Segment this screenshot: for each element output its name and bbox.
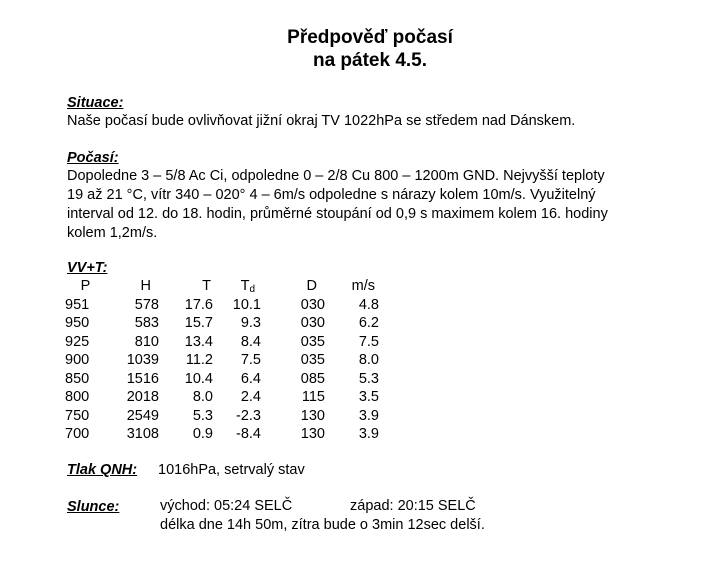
vvt-cell-d: 115	[301, 389, 325, 405]
vvt-col-td	[213, 277, 261, 296]
vvt-cell-d: 035	[300, 352, 325, 368]
vvt-cell-td: 9.3	[240, 315, 261, 331]
table-row	[64, 388, 379, 407]
vvt-col-p: P	[80, 278, 91, 294]
vvt-cell-p: 700	[65, 426, 90, 442]
vvt-cell-p: 750	[65, 407, 90, 424]
vvt-header-row	[64, 277, 379, 296]
vvt-cell-t: 0.9	[192, 426, 213, 442]
vvt-cell-d: 030	[300, 315, 325, 331]
vvt-heading: VV+T:	[67, 260, 108, 276]
page-subtitle-date: na pátek 4.5.	[312, 50, 428, 71]
table-row	[64, 333, 379, 352]
vvt-cell-p: 800	[65, 389, 90, 405]
daylength-text: délka dne 14h 50m, zítra bude o 3min 12sec delší.	[160, 517, 485, 533]
qnh-heading: Tlak QNH:	[67, 462, 138, 478]
vvt-cell-td: 10.1	[232, 296, 261, 313]
table-row	[64, 351, 379, 370]
vvt-cell-h: 583	[134, 315, 159, 331]
vvt-col-d: D	[306, 278, 317, 294]
vvt-cell-ms: 8.0	[358, 352, 379, 368]
table-row	[64, 425, 379, 444]
vvt-cell-d: 130	[300, 407, 325, 424]
vvt-cell-t: 5.3	[192, 407, 213, 424]
vvt-cell-p: 925	[65, 333, 90, 350]
vvt-cell-ms: 3.9	[358, 407, 379, 424]
pocasi-line: kolem 1,2m/s.	[67, 225, 158, 241]
vvt-cell-td: 7.5	[240, 352, 261, 368]
vvt-col-t: T	[202, 278, 211, 294]
pocasi-heading: Počasí:	[67, 150, 119, 166]
vvt-cell-td: 6.4	[240, 370, 261, 387]
vvt-cell-t: 8.0	[192, 389, 213, 405]
sunrise-text: východ: 05:24 SELČ	[160, 498, 293, 514]
table-row	[64, 407, 379, 426]
vvt-cell-ms: 6.2	[358, 315, 379, 331]
slunce-heading: Slunce:	[67, 499, 120, 515]
vvt-cell-h: 810	[134, 333, 159, 350]
page-title: Předpověď počasí	[287, 27, 453, 48]
table-row	[64, 296, 379, 315]
situace-heading: Situace:	[67, 95, 124, 111]
sunset-text: západ: 20:15 SELČ	[350, 498, 476, 514]
vvt-cell-t: 10.4	[184, 370, 213, 387]
pocasi-text	[67, 167, 687, 243]
vvt-cell-d: 030	[300, 296, 325, 313]
vvt-cell-h: 578	[134, 296, 159, 313]
vvt-cell-ms: 3.9	[358, 426, 379, 442]
vvt-cell-ms: 5.3	[358, 370, 379, 387]
vvt-col-td-base: T	[240, 278, 250, 294]
vvt-cell-d: 130	[300, 426, 325, 442]
vvt-cell-td: -2.3	[236, 407, 261, 424]
situace-text: Naše počasí bude ovlivňovat jižní okraj TV 1022hPa se středem nad Dánskem.	[67, 113, 576, 129]
vvt-cell-h: 2018	[126, 389, 159, 405]
vvt-cell-t: 13.4	[184, 333, 213, 350]
qnh-value: 1016hPa, setrvalý stav	[158, 462, 305, 478]
vvt-cell-td: -8.4	[236, 426, 261, 442]
vvt-table	[64, 277, 379, 444]
pocasi-line: Dopoledne 3 – 5/8 Ac Ci, odpoledne 0 – 2/8 Cu 800 – 1200m GND. Nejvyšší teploty	[67, 168, 605, 184]
table-row	[64, 314, 379, 333]
pocasi-line: 19 až 21 °C, vítr 340 – 020° 4 – 6m/s odpoledne s nárazy kolem 10m/s. Využitelný	[67, 187, 596, 203]
vvt-cell-ms: 3.5	[358, 389, 379, 405]
vvt-cell-p: 850	[65, 370, 90, 387]
vvt-cell-h: 1039	[126, 352, 159, 368]
vvt-cell-h: 1516	[126, 370, 159, 387]
vvt-cell-ms: 7.5	[358, 333, 379, 350]
vvt-col-td-sub: d	[249, 284, 255, 295]
vvt-col-h: H	[140, 278, 151, 294]
vvt-col-ms: m/s	[351, 278, 375, 294]
vvt-cell-td: 2.4	[240, 389, 261, 405]
table-row	[64, 370, 379, 389]
vvt-cell-h: 3108	[126, 426, 159, 442]
vvt-cell-p: 950	[65, 315, 90, 331]
vvt-cell-t: 15.7	[184, 315, 213, 331]
vvt-cell-h: 2549	[126, 407, 159, 424]
vvt-cell-t: 11.2	[185, 352, 213, 368]
vvt-cell-t: 17.6	[184, 296, 213, 313]
vvt-cell-d: 035	[300, 333, 325, 350]
vvt-cell-p: 951	[65, 296, 90, 313]
vvt-cell-ms: 4.8	[358, 296, 379, 313]
vvt-cell-d: 085	[300, 370, 325, 387]
vvt-cell-p: 900	[65, 352, 90, 368]
pocasi-line: interval od 12. do 18. hodin, průměrné stoupání od 0,9 s maximem kolem 16. hodiny	[67, 206, 608, 222]
vvt-cell-td: 8.4	[240, 333, 261, 350]
